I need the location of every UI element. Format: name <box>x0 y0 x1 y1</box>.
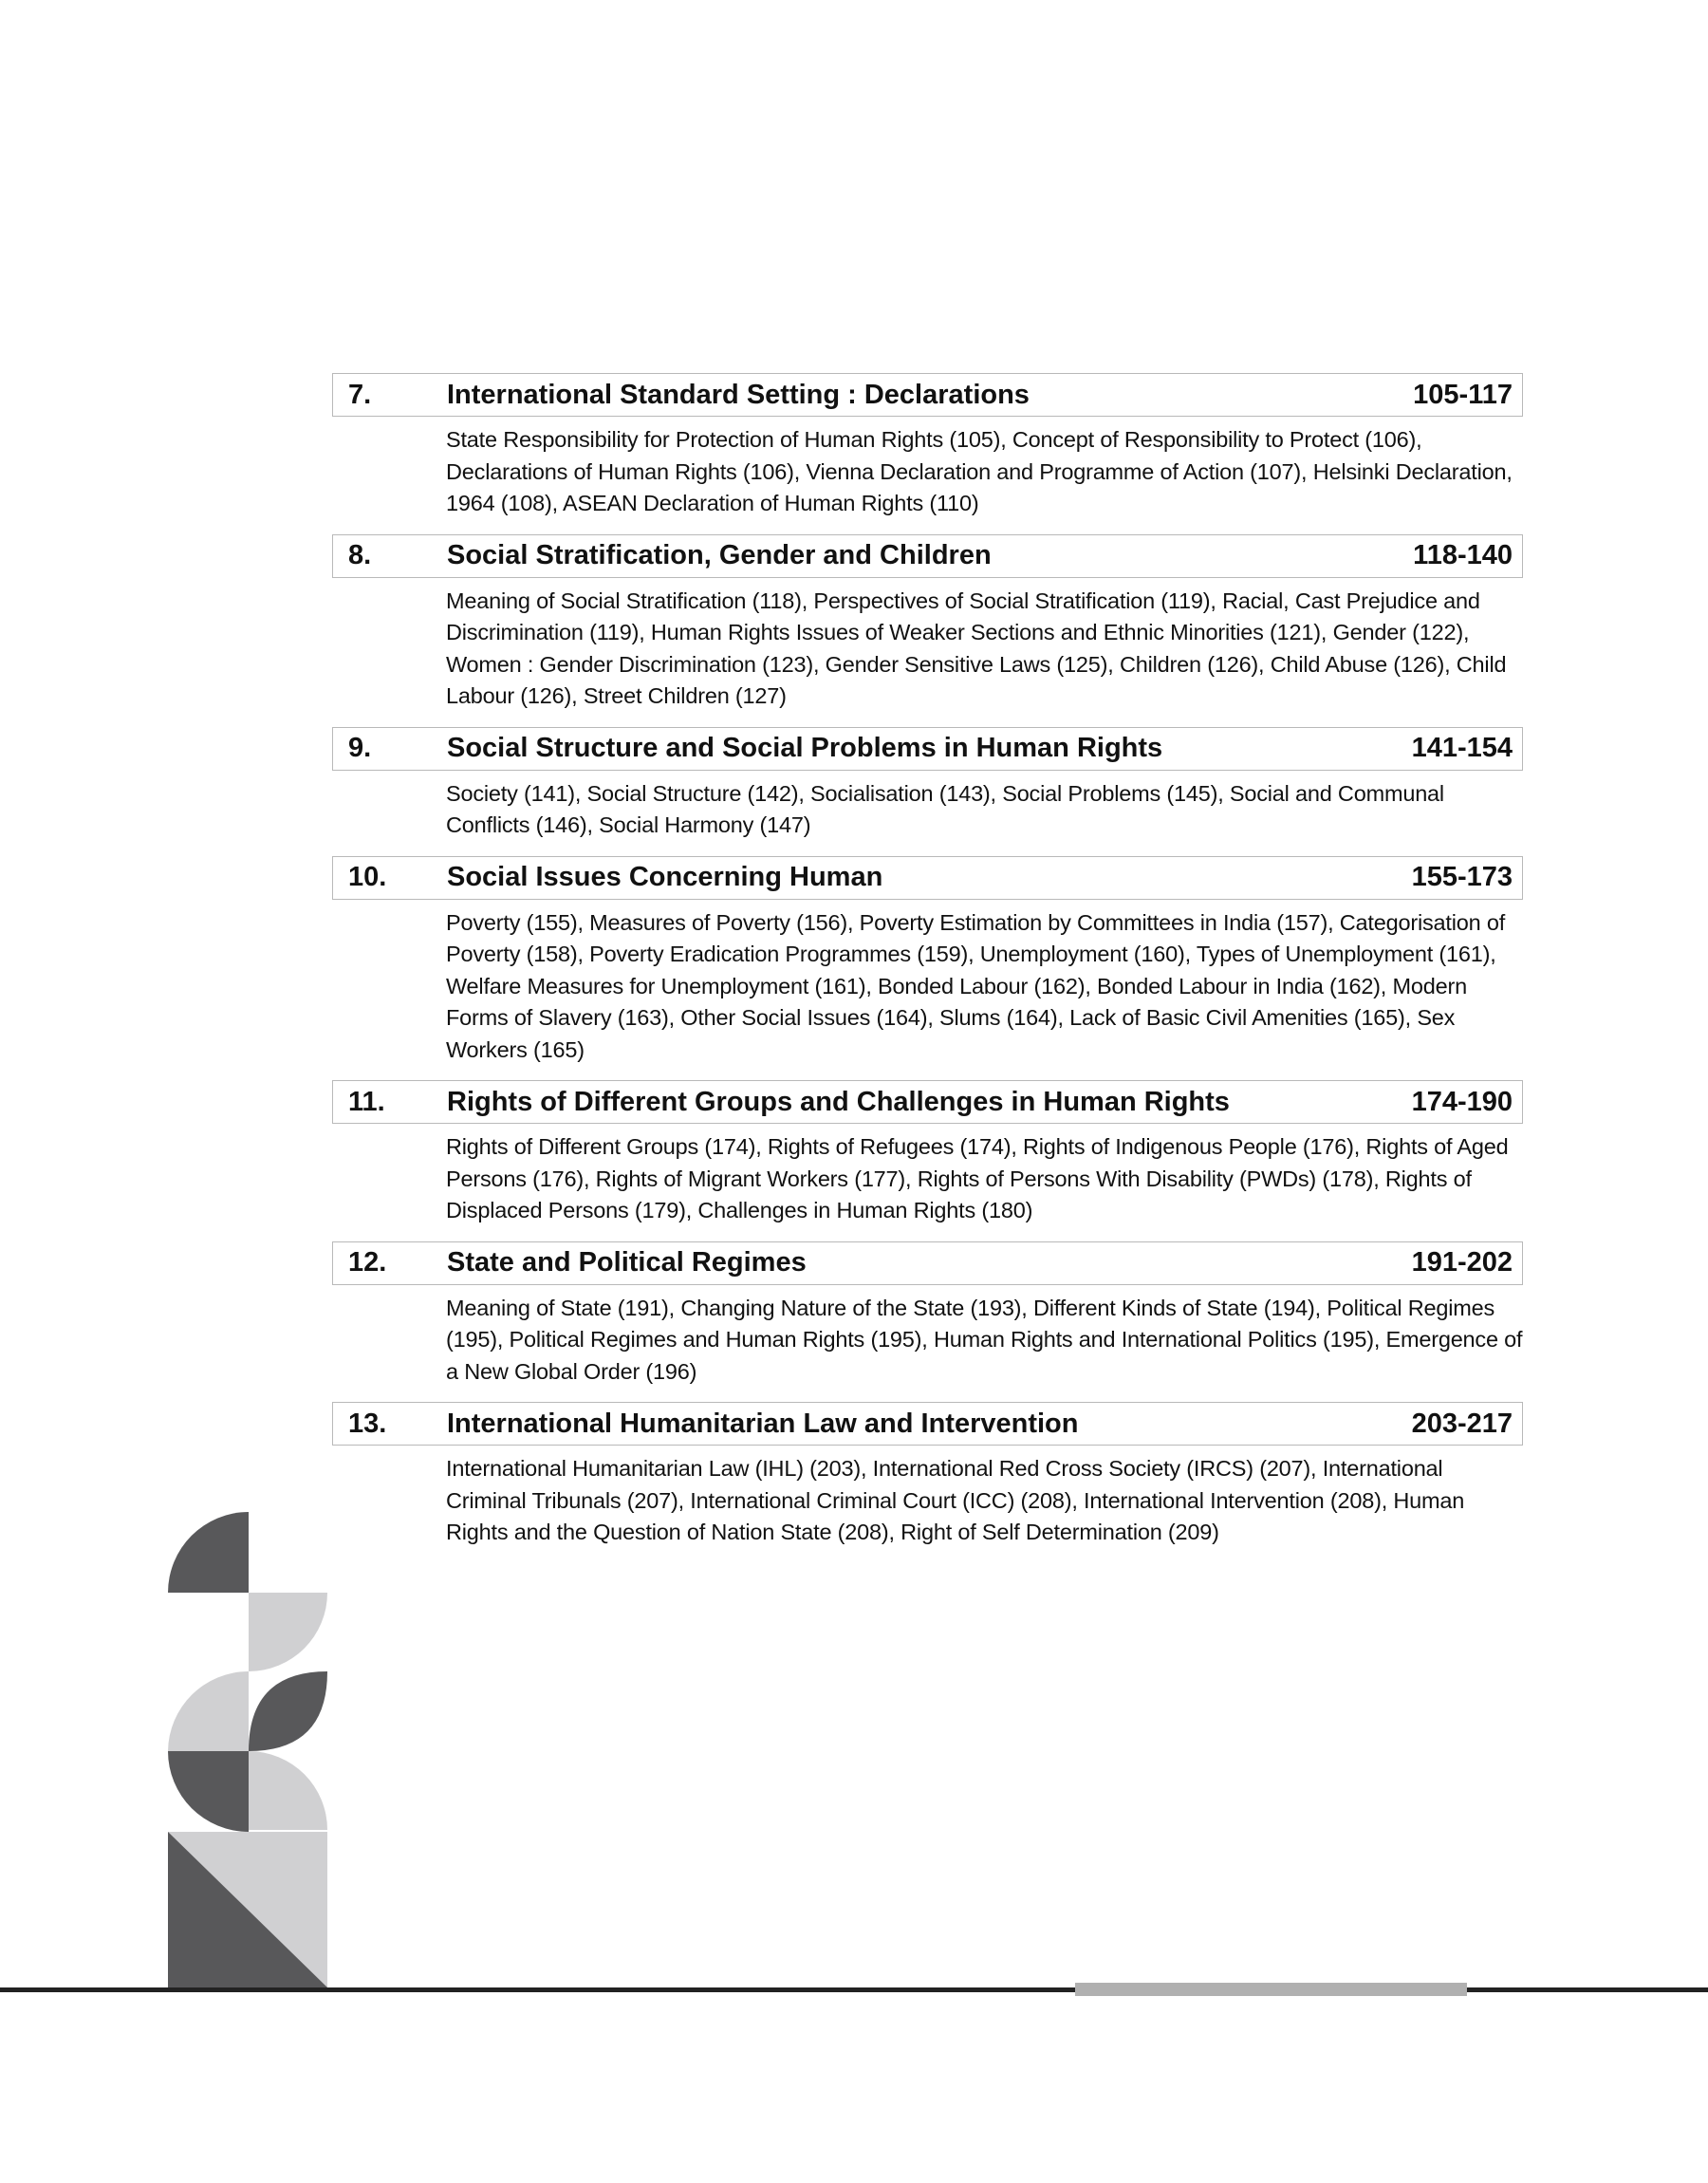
chapter-topics: Meaning of Social Stratification (118), Perspectives of Social Stratification (119), Racial, Cast Prejudice and Discrimination (119), Human Rights Issues of Weaker Sections and Ethnic Minorities (121), Gender (122), Women : Gender Discrimination (123), Gender Sensitive Laws (125), Children (126), Child Abuse (126), Child Labour (126), Street Children (127) <box>446 588 1507 708</box>
chapter-number: 11. <box>348 1086 385 1117</box>
chapter-topics: State Responsibility for Protection of Human Rights (105), Concept of Responsibility to Protect (106), Declarations of Human Rights (106), Vienna Declaration and Programme of Action (107), Helsinki Declaration, 1964 (108), ASEAN Declaration of Human Rights (110) <box>446 427 1513 515</box>
chapter-topics: Poverty (155), Measures of Poverty (156), Poverty Estimation by Committees in India (157), Categorisation of Poverty (158), Poverty Eradication Programmes (159), Unemployment (160), Types of Unemployment (161), Welfare Measures for Unemployment (161), Bonded Labour (162), Bonded Labour in India (162), Modern Forms of Slavery (163), Other Social Issues (164), Slums (164), Lack of Basic Civil Amenities (165), Sex Workers (165) <box>446 909 1506 1062</box>
table-of-contents <box>332 373 1523 1563</box>
chapter-header <box>332 1080 1523 1124</box>
chapter-entry <box>332 856 1523 1067</box>
chapter-page-range: 155-173 <box>1411 862 1513 892</box>
chapter-topics: International Humanitarian Law (IHL) (203), International Red Cross Society (IRCS) (207), International Criminal Tribunals (207), International Criminal Court (ICC) (208), International Intervention (208), Human Rights and the Question of Nation State (208), Right of Self Determination (209) <box>446 1456 1465 1544</box>
chapter-page-range: 174-190 <box>1411 1086 1513 1117</box>
chapter-entry <box>332 373 1523 520</box>
chapter-page-range: 203-217 <box>1411 1408 1513 1439</box>
chapter-number: 7. <box>348 379 372 410</box>
chapter-entry <box>332 727 1523 842</box>
chapter-title: International Humanitarian Law and Intervention <box>447 1408 1079 1439</box>
chapter-title: Social Stratification, Gender and Children <box>447 540 992 570</box>
chapter-title: Social Issues Concerning Human <box>447 862 883 892</box>
dark-quarter-circle-top <box>168 1512 249 1593</box>
chapter-entry <box>332 1402 1523 1549</box>
light-quarter-circle-lower <box>249 1751 327 1830</box>
chapter-page-range: 191-202 <box>1411 1247 1513 1278</box>
chapter-topics: Rights of Different Groups (174), Rights of Refugees (174), Rights of Indigenous People (176), Rights of Aged Persons (176), Rights of Migrant Workers (177), Rights of Persons With Disability (PWDs) (178), Rights of Displaced Persons (179), Challenges in Human Rights (180) <box>446 1134 1509 1222</box>
chapter-header <box>332 373 1523 417</box>
bottom-accent-bar <box>1075 1983 1467 1996</box>
chapter-number: 12. <box>348 1247 387 1278</box>
chapter-page-range: 105-117 <box>1413 379 1513 410</box>
chapter-header <box>332 856 1523 900</box>
chapter-page-range: 141-154 <box>1411 733 1513 763</box>
chapter-title: Rights of Different Groups and Challenges in Human Rights <box>447 1086 1230 1117</box>
chapter-number: 8. <box>348 540 372 570</box>
chapter-topics: Society (141), Social Structure (142), Socialisation (143), Social Problems (145), Social and Communal Conflicts (146), Social Harmony (147) <box>446 780 1444 837</box>
chapter-number: 13. <box>348 1408 387 1439</box>
chapter-topics: Meaning of State (191), Changing Nature of the State (193), Different Kinds of State (194), Political Regimes (195), Political Regimes and Human Rights (195), Human Rights and International Politics (195), Emergence of a New Global Order (196) <box>446 1295 1523 1384</box>
chapter-title: International Standard Setting : Declarations <box>447 379 1030 410</box>
chapter-entry <box>332 534 1523 713</box>
chapter-number: 10. <box>348 862 387 892</box>
chapter-header <box>332 727 1523 771</box>
chapter-title: State and Political Regimes <box>447 1247 807 1278</box>
light-half-circle-left <box>168 1671 249 1751</box>
dark-leaf-right <box>249 1671 327 1751</box>
dark-quarter-circle-lower <box>168 1751 249 1832</box>
chapter-page-range: 118-140 <box>1413 540 1513 570</box>
chapter-header <box>332 1402 1523 1446</box>
light-quarter-circle <box>249 1593 327 1671</box>
chapter-title: Social Structure and Social Problems in Human Rights <box>447 733 1163 763</box>
chapter-number: 9. <box>348 733 372 763</box>
chapter-header <box>332 1241 1523 1285</box>
chapter-entry <box>332 1241 1523 1389</box>
chapter-entry <box>332 1080 1523 1227</box>
chapter-header <box>332 534 1523 578</box>
